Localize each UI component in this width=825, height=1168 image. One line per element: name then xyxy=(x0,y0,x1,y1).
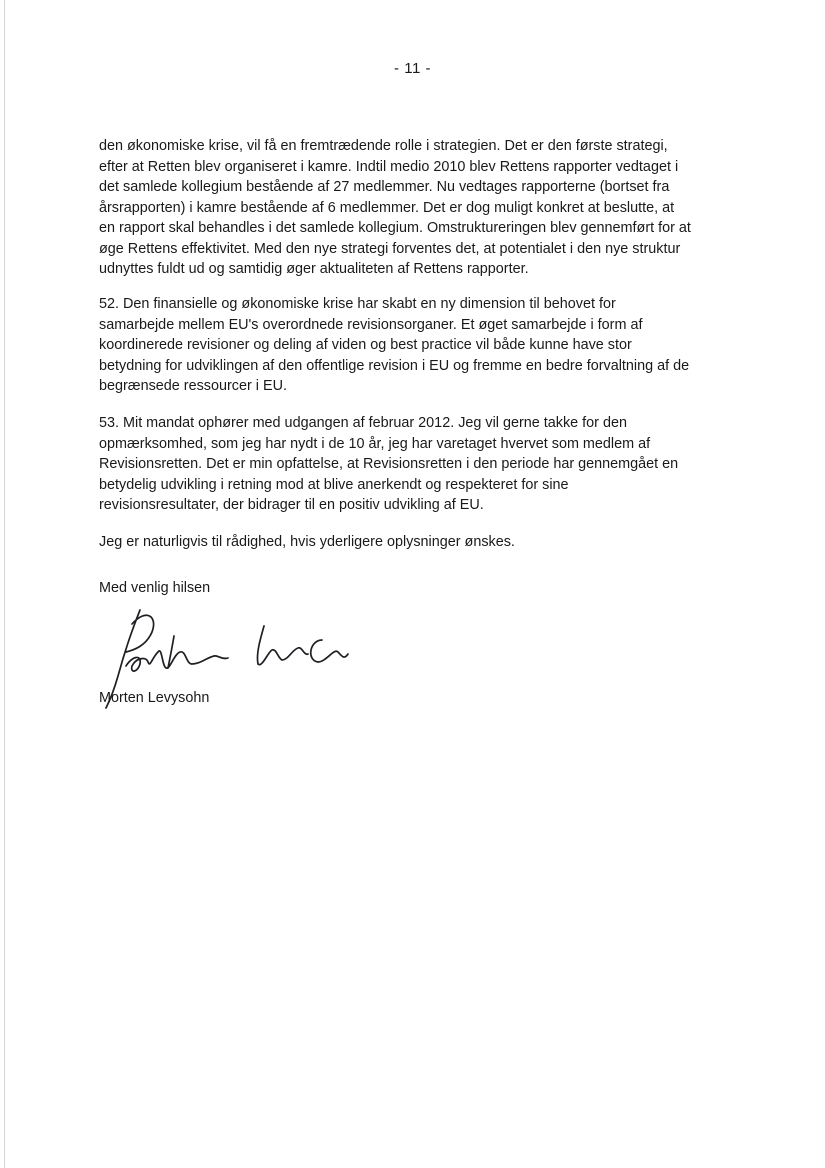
text-line: koordinerede revisioner og deling af viden og best practice vil både kunne have stor xyxy=(99,337,632,353)
text-line: revisionsresultater, der bidrager til en positiv udvikling af EU. xyxy=(99,497,484,513)
paragraph-52 xyxy=(99,294,739,397)
text-line: det samlede kollegium bestående af 27 medlemmer. Nu vedtages rapporterne (bortset fra xyxy=(99,179,670,195)
text-line: den økonomiske krise, vil få en fremtrædende rolle i strategien. Det er den første strategi, xyxy=(99,138,668,154)
text-line: Revisionsretten. Det er min opfattelse, at Revisionsretten i den periode har gennemgået en xyxy=(99,456,679,472)
page-number: - 11 - xyxy=(394,60,431,77)
text-line: samarbejde mellem EU's overordnede revisionsorganer. Et øget samarbejde i form af xyxy=(99,316,643,333)
paragraph-53 xyxy=(99,413,739,516)
text-line: 52. Den finansielle og økonomiske krise har skabt en ny dimension til behovet for xyxy=(99,296,616,312)
text-line: begrænsede ressourcer i EU. xyxy=(99,378,287,394)
text-line: øge Rettens effektivitet. Med den nye strategi forventes det, at potentialet i den nye struktur xyxy=(99,240,681,257)
closing-sentence: Jeg er naturligvis til rådighed, hvis yderligere oplysninger ønskes. xyxy=(99,534,515,550)
signer-name: Morten Levysohn xyxy=(99,690,210,706)
regards-line: Med venlig hilsen xyxy=(99,580,211,596)
text-line: betydelig udvikling i retning mod at blive anerkendt og respekteret for sine xyxy=(99,476,569,493)
text-line: opmærksomhed, som jeg har nydt i de 10 år, jeg har varetaget hvervet som medlem af xyxy=(99,435,651,452)
text-line: betydning for udviklingen af den offentlige revision i EU og fremme en bedre forvaltning af de xyxy=(99,357,690,374)
scan-edge-line xyxy=(4,0,5,1168)
text-line: årsrapporten) i kamre bestående af 6 medlemmer. Det er dog muligt konkret at beslutte, at xyxy=(99,199,675,216)
paragraph-intro xyxy=(99,136,739,280)
text-line: en rapport skal behandles i det samlede kollegium. Omstruktureringen blev gennemført for at xyxy=(99,220,691,236)
text-line: udnyttes fuldt ud og samtidig øger aktualiteten af Rettens rapporter. xyxy=(99,261,529,277)
text-line: 53. Mit mandat ophører med udgangen af februar 2012. Jeg vil gerne takke for den xyxy=(99,415,627,431)
text-line: efter at Retten blev organiseret i kamre. Indtil medio 2010 blev Rettens rapporter vedtaget i xyxy=(99,158,679,175)
